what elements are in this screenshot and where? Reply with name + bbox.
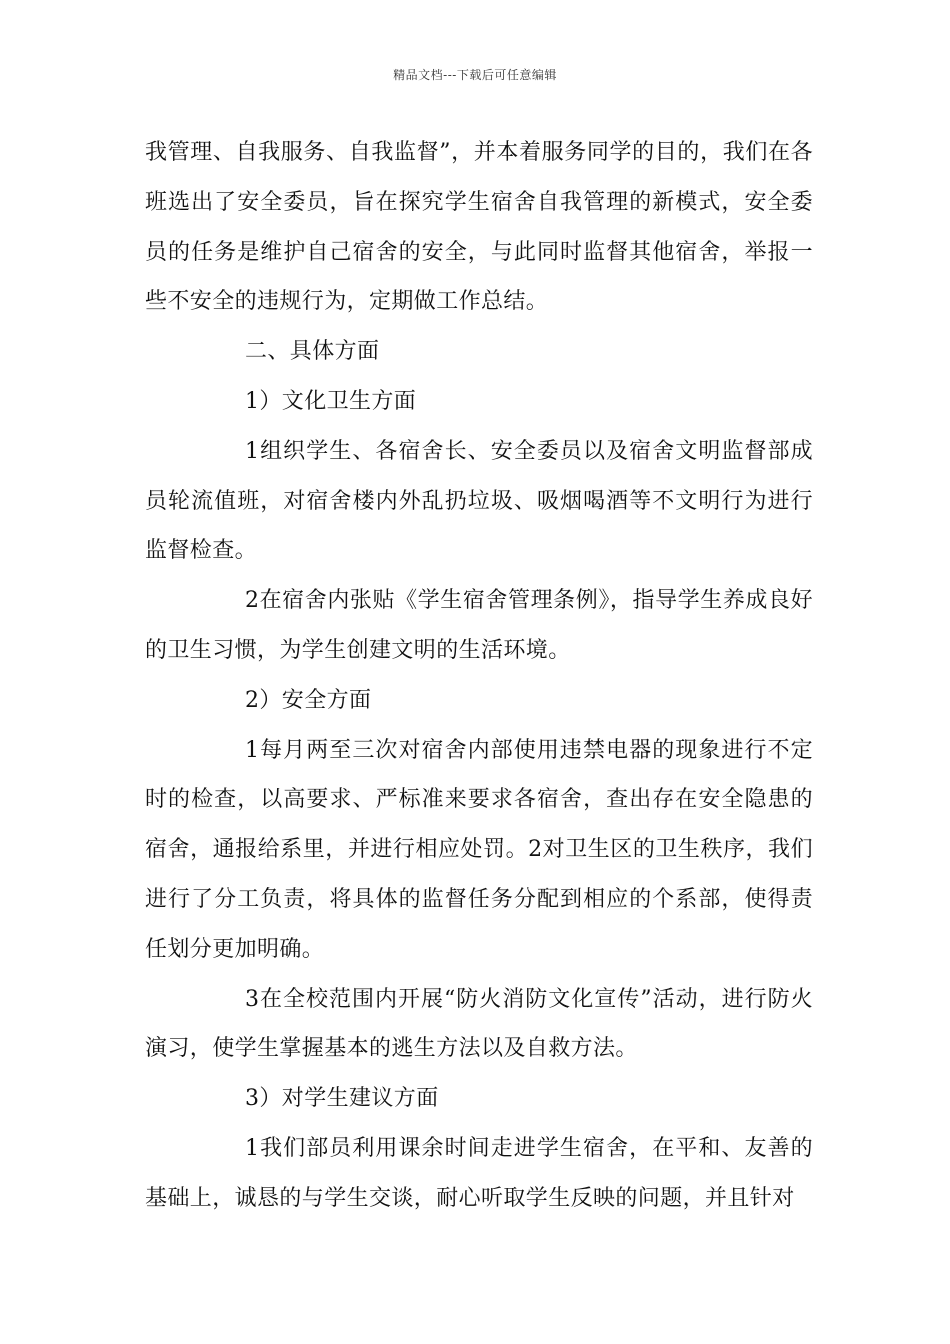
subsection-heading-safety: 2）安全方面 [245,687,372,713]
subsection-heading-suggestions: 3）对学生建议方面 [245,1086,439,1112]
page-header: 精品文档---下载后可任意编辑 [393,68,557,82]
subsection-heading-hygiene: 1）文化卫生方面 [245,388,417,414]
paragraph-safety-1: 1每月两至三次对宿舍内部使用违禁电器的现象进行不定时的检查，以高要求、严标准来要求各宿舍，查出存在安全隐患的宿舍，通报给系里，并进行相应处罚。2对卫生区的卫生秩序，我们进行了分工负责，将具体的监督任务分配到相应的个系部，使得责任划分更加明确。 [145,737,813,962]
paragraph-hygiene-2: 2在宿舍内张贴《学生宿舍管理条例》，指导学生养成良好的卫生习惯，为学生创建文明的生活环境。 [145,588,813,663]
paragraph-hygiene-1: 1组织学生、各宿舍长、安全委员以及宿舍文明监督部成员轮流值班，对宿舍楼内外乱扔垃圾、吸烟喝酒等不文明行为进行监督检查。 [145,438,813,564]
paragraph-intro: 我管理、自我服务、自我监督”，并本着服务同学的目的，我们在各班选出了安全委员，旨在探究学生宿舍自我管理的新模式，安全委员的任务是维护自己宿舍的安全，与此同时监督其他宿舍，举报一些不安全的违规行为，定期做工作总结。 [145,140,813,315]
section-heading-specifics: 二、具体方面 [245,339,380,365]
document-body [145,128,813,1224]
paragraph-safety-3: 3在全校范围内开展“防火消防文化宣传”活动，进行防火演习，使学生掌握基本的逃生方法以及自救方法。 [145,986,813,1062]
paragraph-suggestions-1: 1我们部员利用课余时间走进学生宿舍，在平和、友善的基础上，诚恳的与学生交谈，耐心听取学生反映的问题，并且针对 [145,1135,813,1211]
